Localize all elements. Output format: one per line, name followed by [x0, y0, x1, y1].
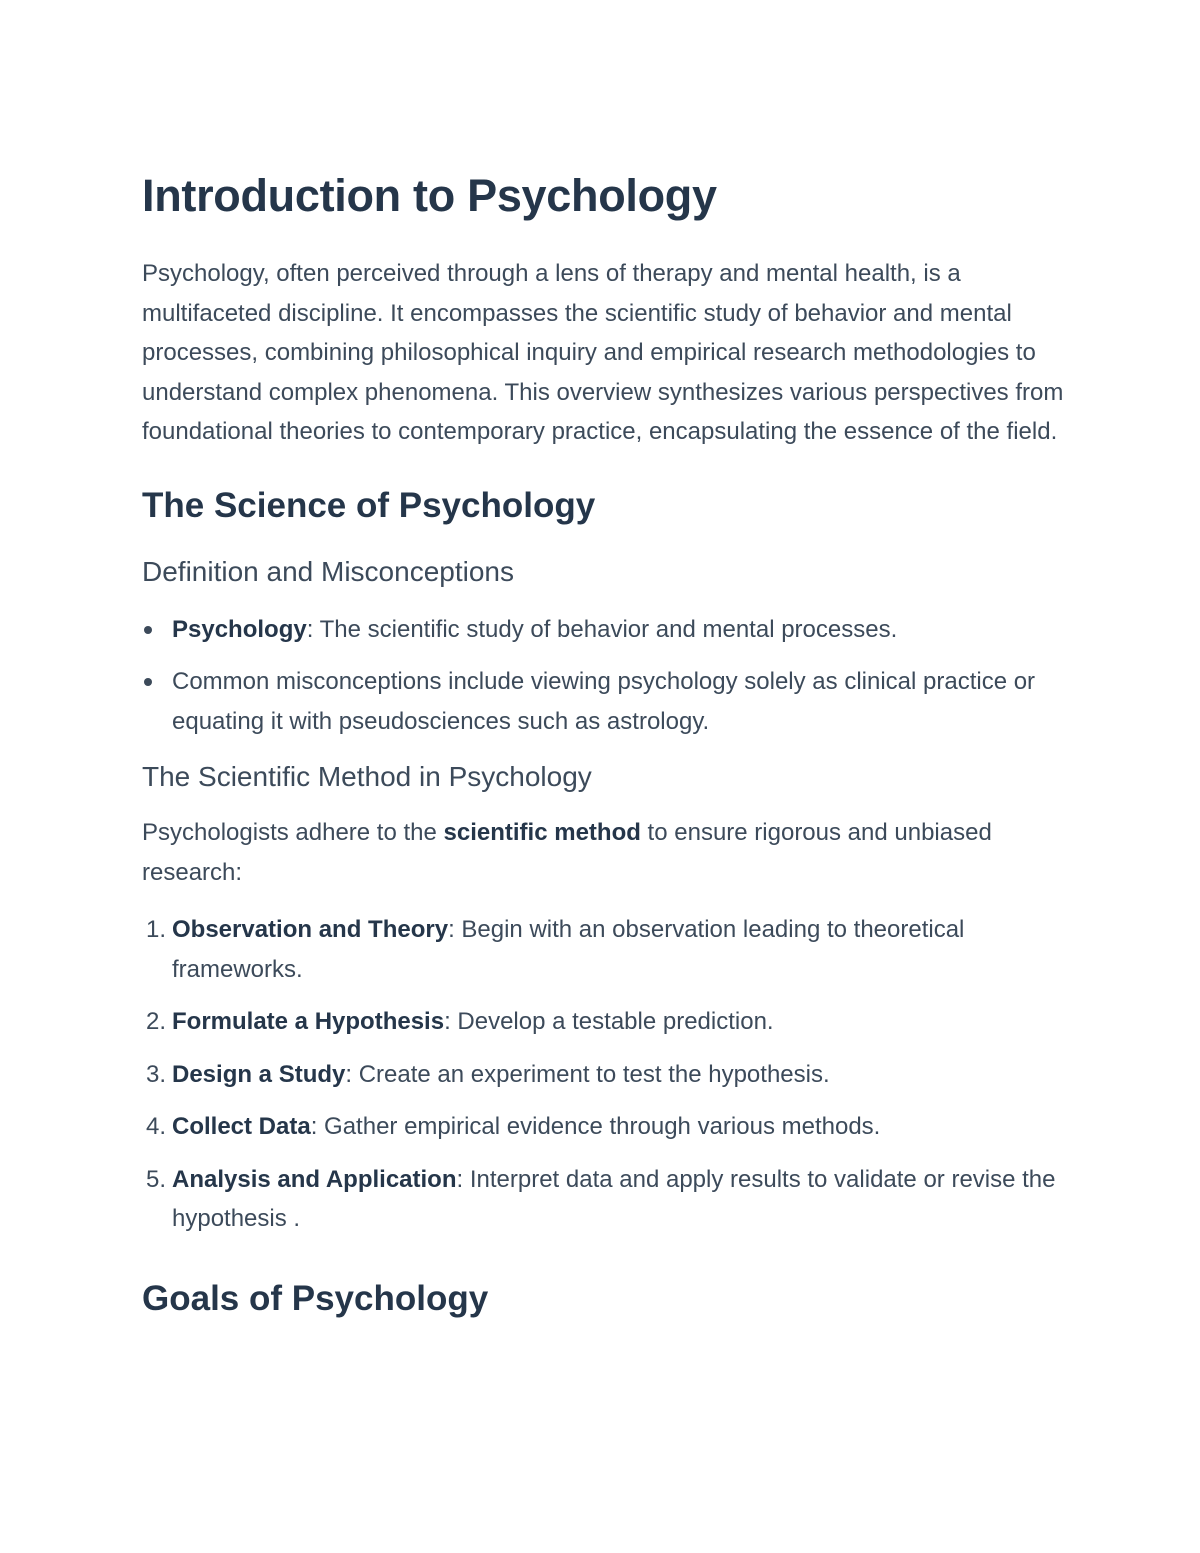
- list-item: [142, 910, 1072, 989]
- step-term: Formulate a Hypothesis: [172, 1008, 445, 1035]
- step-term: Collect Data: [172, 1113, 311, 1140]
- list-item: [142, 662, 1072, 741]
- method-text-after: to ensure rigorous and unbiased research:: [142, 819, 992, 886]
- step-number: 3.: [145, 1060, 166, 1088]
- step-text: : Gather empirical evidence through various methods.: [310, 1113, 881, 1140]
- list-item: [142, 1160, 1072, 1239]
- list-item: [142, 1002, 1072, 1042]
- list-item-text: : The scientific study of behavior and mental processes.: [306, 615, 898, 643]
- step-number: 2.: [145, 1008, 166, 1035]
- step-text: : Begin with an observation leading to theoretical frameworks.: [172, 916, 965, 983]
- page-title: Introduction to Psychology: [142, 170, 717, 221]
- step-number: 5.: [145, 1165, 166, 1193]
- step-text: : Develop a testable prediction.: [444, 1008, 774, 1035]
- subheading-method: The Scientific Method in Psychology: [142, 761, 592, 792]
- subheading-definition: Definition and Misconceptions: [142, 555, 514, 587]
- list-item: [142, 1107, 1072, 1147]
- intro-paragraph: Psychology, often perceived through a lens of therapy and mental health, is a multifaceted discipline. It encompasses the scientific study of behavior and mental processes, combining philosophical inquiry and empirical research methodologies to understand complex phenomena. This overview synthesizes various perspectives from foundational theories to contemporary practice, encapsulating the essence of the field.: [142, 260, 1064, 445]
- section-heading-science: The Science of Psychology: [142, 485, 596, 525]
- step-term: Design a Study: [172, 1060, 346, 1088]
- step-text: : Create an experiment to test the hypothesis.: [345, 1060, 830, 1088]
- method-text-before: Psychologists adhere to the: [142, 819, 444, 846]
- step-term: Observation and Theory: [172, 916, 449, 943]
- step-text: : Interpret data and apply results to validate or revise the hypothesis .: [172, 1165, 1056, 1232]
- section-heading-goals: Goals of Psychology: [142, 1278, 489, 1318]
- list-item: [142, 1055, 1072, 1095]
- list-item-text: Common misconceptions include viewing psychology solely as clinical practice or equating it with pseudosciences such as astrology.: [172, 668, 1036, 735]
- method-steps-list: [142, 910, 1072, 1239]
- method-paragraph: [142, 813, 1072, 892]
- list-item-term: Psychology: [172, 615, 307, 643]
- bullet-icon: [144, 678, 152, 686]
- method-text-bold: scientific method: [443, 819, 641, 846]
- document-page: [142, 168, 1072, 1321]
- bullet-icon: [144, 626, 152, 634]
- step-number: 1.: [145, 916, 166, 943]
- definition-list: [142, 610, 1072, 742]
- step-number: 4.: [145, 1113, 166, 1140]
- list-item: [142, 610, 1072, 650]
- step-term: Analysis and Application: [172, 1165, 457, 1193]
